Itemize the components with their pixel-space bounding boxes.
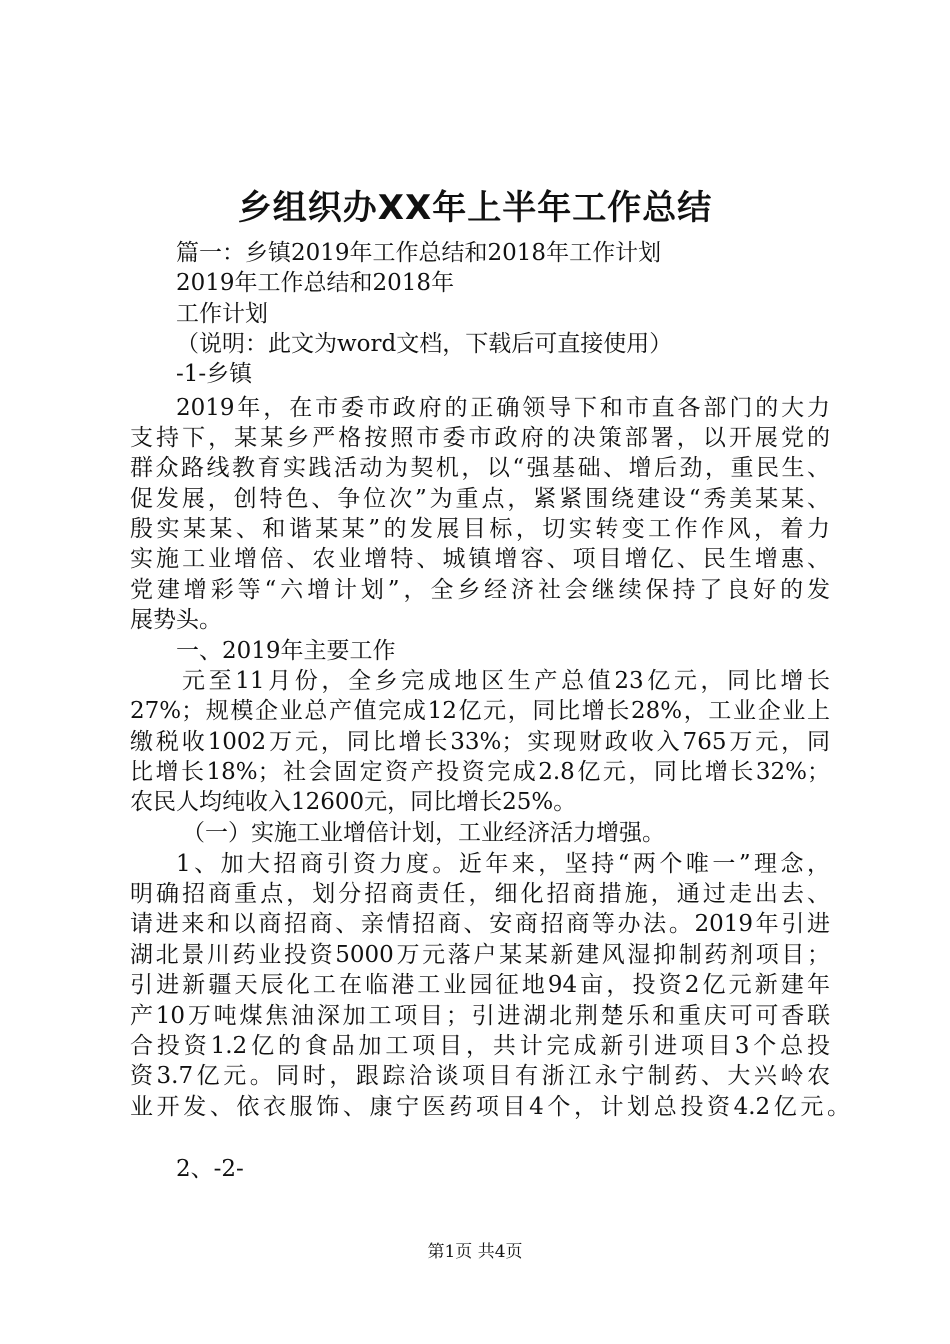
text-line: 2019年，在市委市政府的正确领导下和市直各部门的大力: [176, 395, 830, 421]
text-line: 2019年工作总结和2018年: [176, 270, 455, 296]
text-line: 工作计划: [176, 301, 268, 327]
text-line: 农民人均纯收入12600元，同比增长25%。: [130, 789, 577, 815]
text-line: 1、加大招商引资力度。近年来，坚持“两个唯一”理念，: [176, 851, 830, 877]
text-line: 实施工业增倍、农业增特、城镇增容、项目增亿、民生增惠、: [130, 546, 830, 572]
text-line: 比增长18%；社会固定资产投资完成2.8亿元，同比增长32%；: [130, 759, 830, 785]
text-line: 引进新疆天辰化工在临港工业园征地94亩，投资2亿元新建年: [130, 972, 830, 998]
text-line: 27%；规模企业总产值完成12亿元，同比增长28%，工业企业上: [130, 698, 830, 724]
text-line: 明确招商重点，划分招商责任，细化招商措施，通过走出去、: [130, 881, 830, 907]
section-heading: 一、2019年主要工作: [176, 638, 396, 664]
document-title: 乡组织办XX年上半年工作总结: [237, 188, 713, 228]
text-line: 殷实某某、和谐某某”的发展目标，切实转变工作作风，着力: [130, 516, 830, 542]
text-line: 促发展，创特色、争位次”为重点，紧紧围绕建设“秀美某某、: [130, 486, 830, 512]
text-line: -1-乡镇: [176, 361, 253, 387]
text-line: 党建增彩等“六增计划”，全乡经济社会继续保持了良好的发: [130, 577, 830, 603]
text-line: 群众路线教育实践活动为契机，以“强基础、增后劲，重民生、: [130, 455, 830, 481]
subsection-heading: （一）实施工业增倍计划，工业经济活力增强。: [182, 820, 665, 846]
text-line: 合投资1.2亿的食品加工项目，共计完成新引进项目3个总投: [130, 1033, 830, 1059]
text-line: 湖北景川药业投资5000万元落户某某新建风湿抑制药剂项目；: [130, 942, 830, 968]
text-line: （说明：此文为word文档，下载后可直接使用）: [176, 331, 673, 357]
text-line: 展势头。: [130, 607, 222, 633]
text-line: 缴税收1002万元，同比增长33%；实现财政收入765万元，同: [130, 729, 830, 755]
text-line: 资3.7亿元。同时，跟踪洽谈项目有浙江永宁制药、大兴岭农: [130, 1063, 830, 1089]
text-line: 2、-2-: [176, 1156, 244, 1182]
text-line: 请进来和以商招商、亲情招商、安商招商等办法。2019年引进: [130, 911, 830, 937]
text-line: 支持下，某某乡严格按照市委市政府的决策部署，以开展党的: [130, 425, 830, 451]
text-line: 篇一：乡镇2019年工作总结和2018年工作计划: [176, 240, 662, 266]
page-footer: 第1页 共4页: [427, 1242, 523, 1262]
text-line: 业开发、依衣服饰、康宁医药项目4个，计划总投资4.2亿元。: [130, 1094, 850, 1120]
text-line: 产10万吨煤焦油深加工项目；引进湖北荆楚乐和重庆可可香联: [130, 1003, 830, 1029]
text-line: 元至11月份，全乡完成地区生产总值23亿元，同比增长: [182, 668, 830, 694]
